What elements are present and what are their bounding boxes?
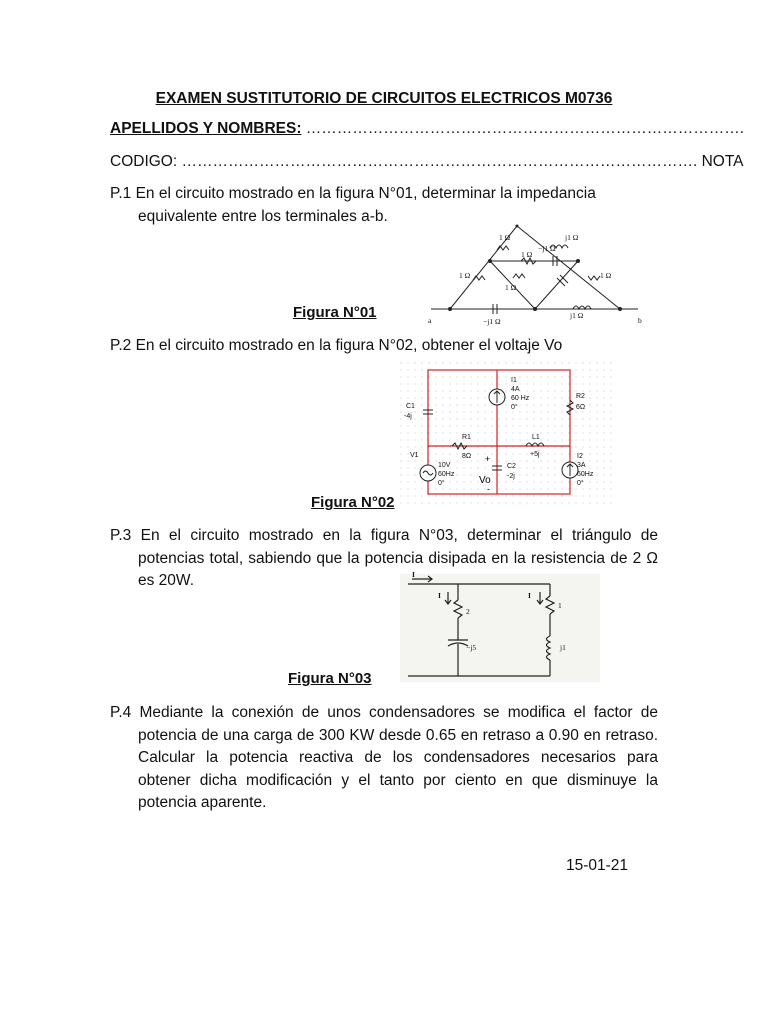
code-line: CODIGO: ………………………………………………………………………………………. NOTA [110, 153, 744, 170]
problem-text: En el circuito mostrado en la figura N°03, determinar el triángulo de potencias total, sabiendo que la potencia disipada en la resistencia de 2 Ω es 20W. [138, 527, 658, 589]
terminal-b: b [638, 316, 642, 325]
figure-2-caption: Figura N°02 [311, 494, 395, 511]
vo-label: Vo [479, 475, 491, 486]
vo-plus: + [485, 454, 491, 464]
fig2-label: C1 [406, 403, 415, 410]
fig1-label: 1 Ω [499, 233, 511, 242]
terminal-a: a [428, 316, 432, 325]
fig2-label: 10V [438, 462, 451, 469]
fig3-label: I [412, 570, 415, 579]
fig2-label: 0° [511, 404, 518, 411]
fig2-label: 4A [511, 386, 520, 393]
problem-text: En el circuito mostrado en la figura N°01, determinar la impedancia equivalente entre los terminales a-b. [135, 185, 596, 225]
problem-text: Mediante la conexión de unos condensadores se modifica el factor de potencia de una carga de 300 KW desde 0.65 en retraso a 0.90 en retraso. Calcular la potencia reactiva de los condensadores necesarios para obtener dicha modificación y el tanto por ciento en que disminuye la potencia aparente. [138, 704, 658, 811]
fig2-label: I1 [511, 377, 517, 384]
exam-date: 15-01-21 [566, 857, 629, 874]
figure-3-circuit [400, 570, 600, 682]
fig2-label: R1 [462, 434, 471, 441]
fig2-label: L1 [532, 434, 540, 441]
fig2-label: 60Hz [577, 471, 594, 478]
fig2-label: -4j [404, 413, 412, 420]
names-label: APELLIDOS Y NOMBRES: [110, 120, 302, 137]
fig1-label: −j1 Ω [538, 244, 556, 253]
problem-num: P.2 [110, 337, 132, 354]
fig3-label: −j5 [466, 643, 477, 652]
fig2-label: +5j [530, 451, 540, 458]
fig1-label: 1 Ω [459, 271, 471, 280]
fig1-label: j1 Ω [570, 311, 584, 320]
figure-2-circuit [400, 362, 612, 504]
fig3-label: 1 [558, 601, 562, 610]
fig2-label: -2j [507, 473, 515, 480]
fig3-label: I [528, 591, 531, 600]
fig1-label: 1 Ω [521, 250, 533, 259]
fig2-label: 3A [577, 462, 586, 469]
fig2-label: 6Ω [576, 404, 586, 411]
fig3-label: 2 [466, 607, 470, 616]
exam-title: EXAMEN SUSTITUTORIO DE CIRCUITOS ELECTRICOS M0736 [155, 90, 613, 107]
names-line [110, 118, 744, 140]
fig3-label: I [438, 591, 441, 600]
figure-1-caption: Figura N°01 [293, 304, 377, 321]
fig2-label: R2 [576, 393, 585, 400]
fig2-label: C2 [507, 463, 516, 470]
fig1-label: −j1 Ω [483, 317, 501, 326]
fig2-label: V1 [410, 452, 419, 459]
fig1-label: j1 Ω [565, 233, 579, 242]
figure-3-caption: Figura N°03 [288, 670, 372, 687]
problem-2 [110, 335, 658, 358]
fig2-label: 60Hz [438, 471, 455, 478]
fig2-label: 8Ω [462, 453, 472, 460]
fig2-label: 0° [438, 480, 445, 487]
figure-1-circuit [425, 216, 655, 331]
fig2-label: 60 Hz [511, 395, 530, 402]
problem-num: P.1 [110, 185, 132, 202]
problem-num: P.3 [110, 527, 132, 544]
problem-num: P.4 [110, 704, 132, 721]
names-dots: …………………………………………………………………………. [305, 120, 745, 137]
fig2-label: 0° [577, 480, 584, 487]
problem-4 [110, 702, 658, 815]
fig3-label: j1 [560, 643, 566, 652]
vo-minus: - [487, 484, 490, 494]
fig1-label: 1 Ω [600, 271, 612, 280]
fig1-label: 1 Ω [505, 283, 517, 292]
problem-text: En el circuito mostrado en la figura N°02, obtener el voltaje Vo [135, 337, 563, 354]
fig2-label: I2 [577, 453, 583, 460]
